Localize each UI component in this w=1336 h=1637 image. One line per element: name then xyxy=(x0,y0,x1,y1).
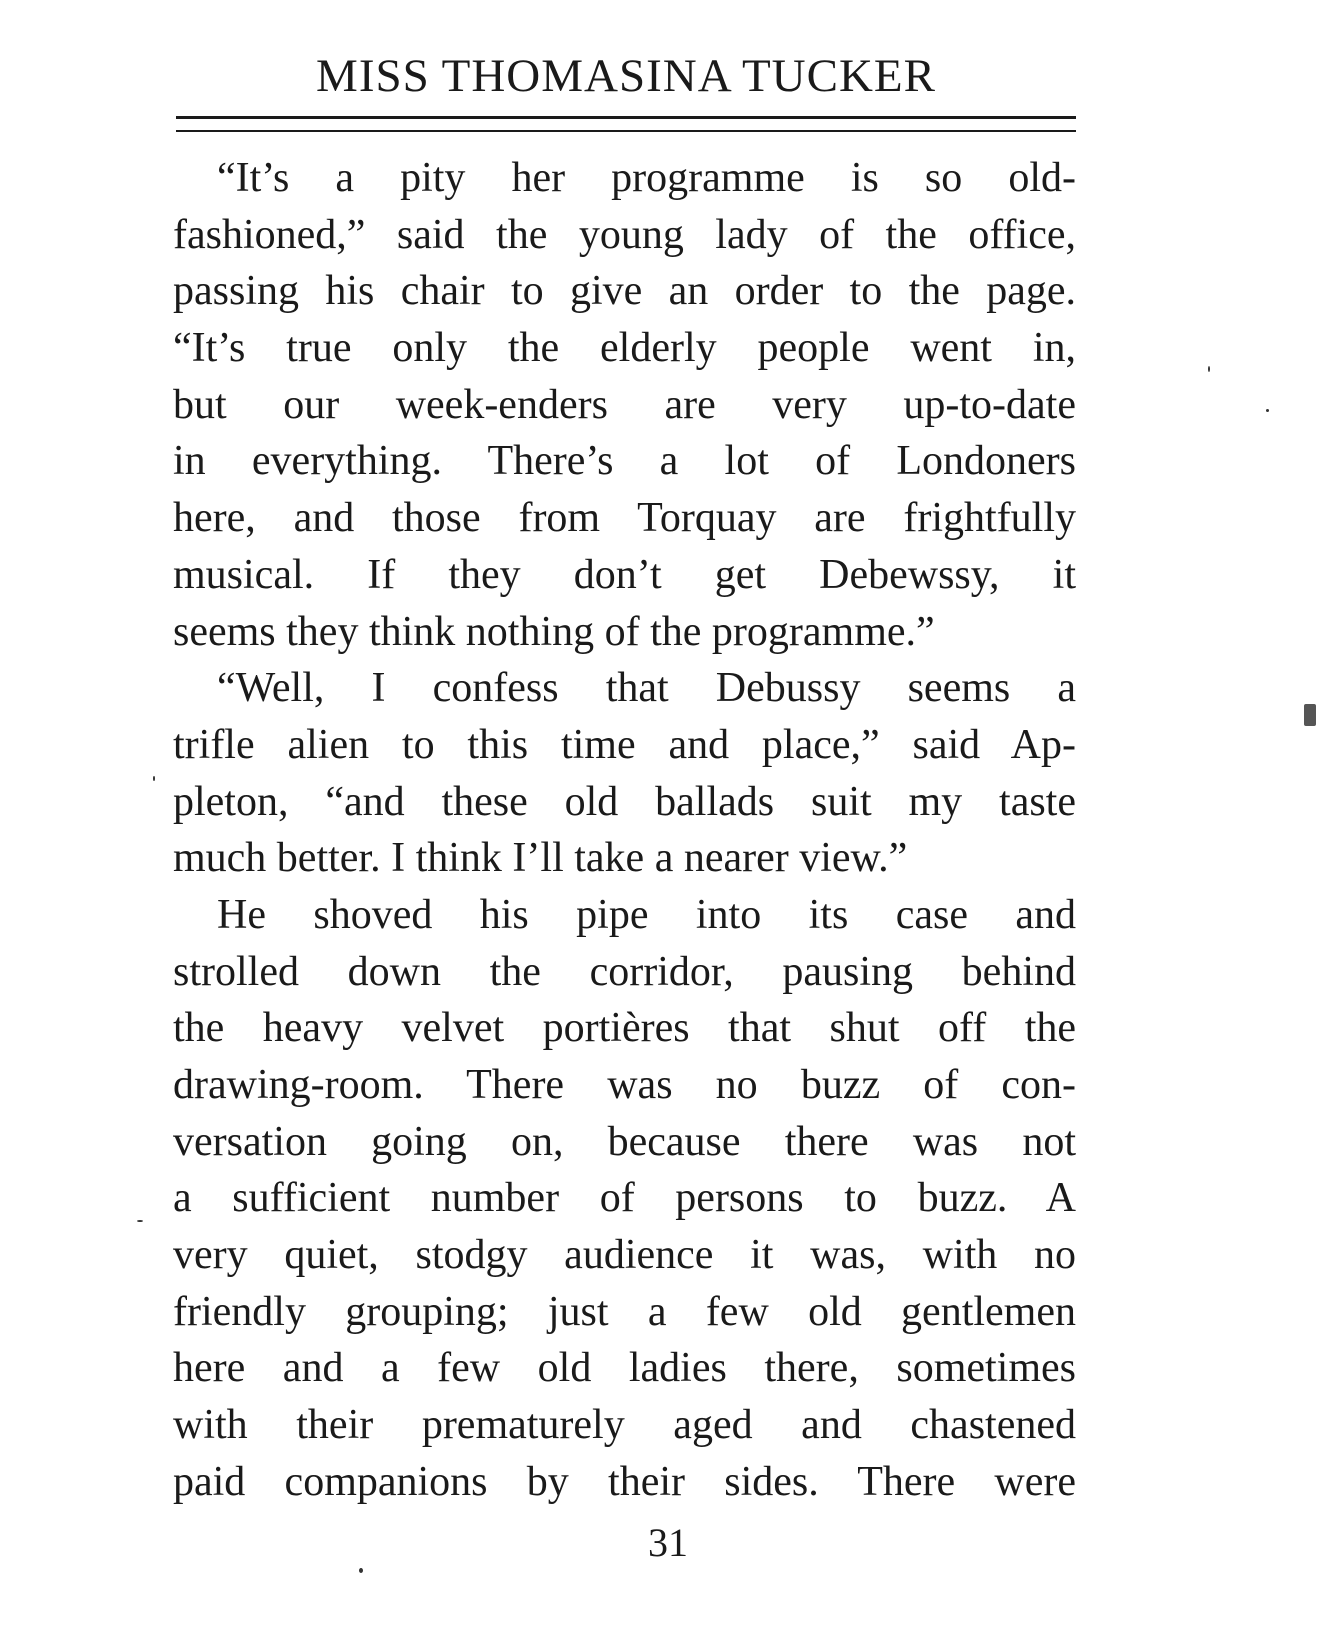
text-line: musical. If they don’t get Debewssy, it xyxy=(173,551,1076,598)
text-line: “It’s a pity her programme is so old- xyxy=(217,155,1076,201)
text-line: but our week-enders are very up-to-date xyxy=(173,381,1076,428)
text-line: versation going on, because there was not xyxy=(173,1118,1076,1165)
scan-speck xyxy=(1266,409,1269,412)
header-rule-thin xyxy=(176,130,1076,132)
text-line: very quiet, stodgy audience it was, with no xyxy=(173,1232,1076,1279)
scan-speck xyxy=(137,1220,143,1222)
text-line: strolled down the corridor, pausing behind xyxy=(173,948,1076,995)
text-line: seems they think nothing of the programme.” xyxy=(173,608,935,655)
text-line: drawing-room. There was no buzz of con- xyxy=(173,1062,1076,1108)
scan-speck xyxy=(153,776,155,781)
text-line: much better. I think I’ll take a nearer view.” xyxy=(173,835,908,882)
text-line: here and a few old ladies there, sometimes xyxy=(173,1345,1076,1392)
text-line: He shoved his pipe into its case and xyxy=(217,891,1076,938)
text-line: in everything. There’s a lot of Londoners xyxy=(173,438,1076,485)
text-line: “Well, I confess that Debussy seems a xyxy=(217,665,1076,712)
page-number: 31 xyxy=(648,1520,688,1565)
text-line: passing his chair to give an order to the page. xyxy=(173,268,1076,315)
text-line: trifle alien to this time and place,” said Ap- xyxy=(173,721,1076,768)
scan-speck xyxy=(1208,366,1210,372)
text-line: a sufficient number of persons to buzz. A xyxy=(173,1175,1076,1222)
text-line: fashioned,” said the young lady of the office, xyxy=(173,211,1076,258)
text-line: with their prematurely aged and chastened xyxy=(173,1402,1076,1449)
text-line: here, and those from Torquay are frightfully xyxy=(173,495,1076,542)
text-line: paid companions by their sides. There were xyxy=(173,1458,1076,1505)
text-line: the heavy velvet portières that shut off the xyxy=(173,1005,1076,1052)
text-line: friendly grouping; just a few old gentlemen xyxy=(173,1288,1076,1335)
body-text xyxy=(173,150,1076,1511)
scan-speck xyxy=(359,1568,363,1573)
text-line: pleton, “and these old ballads suit my taste xyxy=(173,778,1076,825)
header-rule-thick xyxy=(176,116,1076,119)
running-title: MISS THOMASINA TUCKER xyxy=(316,50,936,102)
scan-speck xyxy=(1304,704,1316,726)
text-line: “It’s true only the elderly people went in, xyxy=(173,325,1076,372)
